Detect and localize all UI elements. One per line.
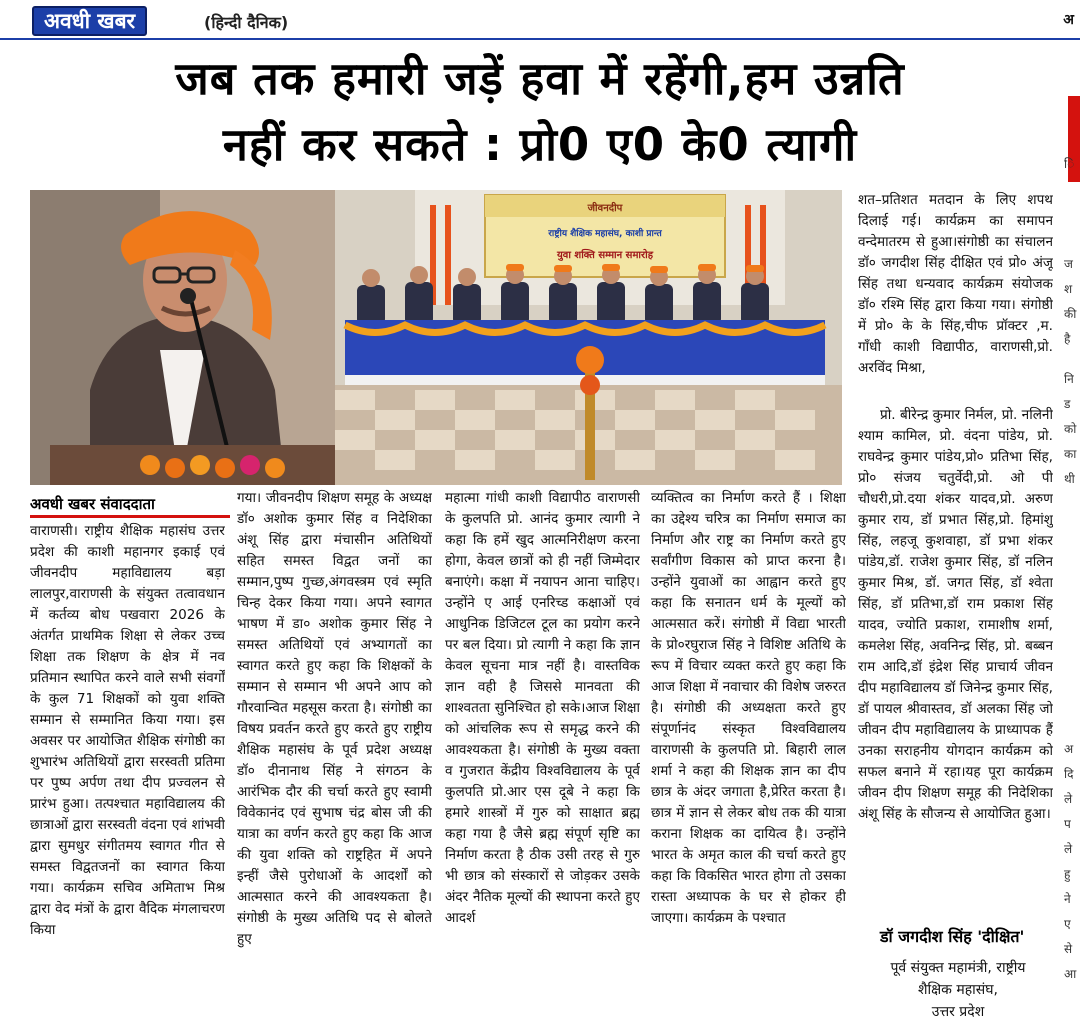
stage-banner-line-2: राष्ट्रीय शैक्षिक महासंघ, काशी प्रान्त	[548, 229, 662, 239]
newspaper-logo: अवधी खबर	[32, 6, 147, 36]
article-text: व्यक्तित्व का निर्माण करते हैं । शिक्षा का उद्देश्य चरित्र का निर्माण समाज का निर्माण और राष्ट्र का निर्माण करते हुए सर्वांगीण विकास को प्राप्त करना है। उन्होंने युवाओं का आह्वान करते हुए कहा कि सनातन धर्म के मूल्यों को आत्मसात करें। संगोष्ठी में विद्या भारती के प्रो०रघुराज सिंह ने विशिष्ट अतिथि के रूप में विचार व्यक्त करते हुए कहा कि आज शिक्षा में नवाचार की विशेष जरुरत है। संगोष्ठी की अध्यक्षता करते हुए संपूर्णानंद संस्कृत विश्वविद्यालय वाराणसी के कुलपति प्रो. बिहारी लाल शर्मा ने कहा की शिक्षक ज्ञान का दीप छात्र के अंदर जगाता है,प्रेरित करता है। छात्र में ज्ञान से लेकर बोध तक की यात्रा कराना शिक्षक का दायित्व है। उन्होंने भारत के अमृत काल की चर्चा करते हुए कहा कि विकसित भारत होगा तो उसका रास्ता अध्यापक के घर से होकर ही जाएगा। कार्यक्रम के पश्चात	[651, 490, 846, 926]
article-text: महात्मा गांधी काशी विद्यापीठ वाराणसी के कुलपति प्रो. आनंद कुमार त्यागी ने कहा कि हमें खुद आत्मनिरीक्षण करना होगा, केवल छात्रों को ही नहीं जिम्मेदार बनाएंगे। कक्षा में नयापन आना चाहिए। उन्होंने ए आई एनरिच्ड कक्षाओं एवं आधुनिक डिजिटल टूल का प्रयोग करने पर बल दिया। प्रो त्यागी ने कहा कि ज्ञान केवल सूचना मात्र नहीं है। वास्तविक ज्ञान वही है जिससे मानवता की शाश्वतता सुनिश्चित हो सके।आज शिक्षा को आंचलिक रूप से समृद्ध करने की आवश्यकता है। संगोष्ठी के मुख्य वक्ता व गुजरात केंद्रीय विश्वविद्यालय के पूर्व कुलपति प्रो.आर एस दूबे ने कहा कि हमारे शास्त्रों में गुरु को साक्षात ब्रह्म कहा गया है जैसे ब्रह्म संपूर्ण सृष्टि का निर्माण करता है ठीक उसी तरह से गुरु भी छात्र को संस्कारों से जोड़कर उसके अंदर नैतिक मूल्यों की स्थापना करते हुए आदर्श	[445, 490, 640, 926]
signature-line-2: शैक्षिक महासंघ,	[917, 982, 998, 998]
article-column-1	[30, 521, 225, 1021]
article-column-2	[237, 488, 432, 1023]
stage-photo	[335, 190, 842, 485]
signature-line-1: पूर्व संयुक्त महामंत्री, राष्ट्रीय	[890, 960, 1026, 976]
signature-name: डॉ जगदीश सिंह 'दीक्षित'	[880, 927, 1025, 946]
speaker-photo	[30, 190, 335, 485]
byline-rule	[30, 515, 230, 518]
stage-banner-line-1: जीवनदीप	[587, 203, 623, 214]
article-text: प्रो. बीरेन्द्र कुमार निर्मल, प्रो. नलिनी श्याम कामिल, प्रो. वंदना पांडेय, प्रो. राघवेन्द्र कुमार पांडेय,प्रो० प्रतिभा सिंह, प्रो० संजय चतुर्वेदी,प्रो. ओ पी चौधरी,प्रो.दया शंकर यादव,प्रो. अरुण कुमार राय, डॉ प्रभात सिंह,प्रो. हिमांशु सिंह, लहजू कुशवाहा, डॉ प्रभा शंकर पांडेय,डॉ. राजेश कुमार सिंह, डॉ नलिन कुमार मिश्र, डॉ. जगत सिंह, डॉ श्वेता सिंह, डॉ प्रतिभा,डॉ राम प्रकाश सिंह यादव, ज्योति प्रकाश, रामाशीष शर्मा, कमलेश सिंह, अवनिन्द्र सिंह, प्रो. बब्बन राम आदि,डॉ इंद्रेश सिंह प्राचार्य जीवन दीप महाविद्यालय डॉ जिनेन्द्र कुमार सिंह, डॉ पायल श्रीवास्तव, डॉ अलका सिंह जो जीवन दीप महाविद्यालय के प्राध्यापक हैं उनका सराहनीय योगदान कार्यक्रम को सफल बनाने में रहा।यह पूरा कार्यक्रम जीवन दीप शिक्षण समूह की निदेशिका अंशू सिंह के सौजन्य से आयोजित हुआ।	[858, 407, 1053, 822]
speaker-illustration	[30, 190, 335, 485]
masthead-bar	[0, 0, 1080, 40]
headline	[20, 46, 1060, 178]
headline-line-1: जब तक हमारी जड़ें हवा में रहेंगी,हम उन्नति	[175, 52, 905, 105]
article-text: शत–प्रतिशत मतदान के लिए शपथ दिलाई गई। कार्यक्रम का समापन वन्देमातरम से हुआ।संगोष्ठी का संचालन डॉ० जगदीश सिंह दीक्षित एवं प्रो० अंजू सिंह तथा धन्यवाद कार्यक्रम संयोजक डॉ० रश्मि सिंह द्वारा किया गया। संगोष्ठी में प्रो० के के सिंह,चीफ प्रॉक्टर ,म. गाँधी काशी विद्यापीठ, वाराणसी,प्रो. अरविंद मिश्रा,	[858, 192, 1053, 376]
article-column-4	[651, 488, 846, 1023]
signature-line-3: उत्तर प्रदेश	[931, 1004, 985, 1020]
adjacent-page-edge: ि ज श की है नि ड को का थी अ दि ले प ले हु ने ए से आ	[1062, 40, 1080, 1027]
article-text: वाराणसी। राष्ट्रीय शैक्षिक महासंघ उत्तर प्रदेश की काशी महानगर इकाई एवं जीवनदीप महाविद्यालय बड़ा लालपुर,वाराणसी के संयुक्त तत्वावधान में कर्तव्य बोध पखवारा 2026 के अंतर्गत प्राथमिक शिक्षा से लेकर उच्च शिक्षा तक शिक्षण के क्षेत्र में नव प्रतिमान स्थापित करने वाले सभी संवर्गों के कुल 71 शिक्षकों को युवा शक्ति सम्मान से सम्मानित किया गया। इस अवसर पर आयोजित शैक्षिक संगोष्ठी का शुभारंभ अतिथियों द्वारा सरस्वती प्रतिमा पर पुष्प अर्पण तथा दीप प्रज्वलन से प्रारंभ हुआ। तत्पश्चात महाविद्यालय की छात्राओं द्वारा सरस्वती वंदना एवं शांभवी द्वारा सुमधुर संगीतमय स्वागत गीत से समस्त विद्वतजनों का स्वागत किया गया। कार्यक्रम सचिव अमिताभ मिश्र द्वारा वेद मंत्रों के द्वारा वैदिक मंगलाचरण किया	[30, 523, 225, 938]
stage-banner-line-3: युवा शक्ति सम्मान समारोह	[556, 250, 654, 261]
headline-line-2: नहीं कर सकते : प्रो0 ए0 के0 त्यागी	[222, 118, 858, 171]
newspaper-subtitle: (हिन्दी दैनिक)	[204, 13, 289, 32]
article-column-5b	[858, 405, 1053, 923]
article-text: गया। जीवनदीप शिक्षण समूह के अध्यक्ष डॉ० अशोक कुमार सिंह व निदेशिका अंशू सिंह द्वारा मंचासीन अतिथियों सहित समस्त विद्वत जनों का सम्मान,पुष्प गुच्छ,अंगवस्त्रम एवं स्मृति चिन्ह देकर किया गया। अपने स्वागत भाषण में डा० अशोक कुमार सिंह ने समस्त अतिथियों एवं अभ्यागतों का स्वागत करते हुए कहा कि शिक्षकों के सम्मान से सम्मान भी अपने आप को गौरवान्वित महसूस करता है। संगोष्ठी का विषय प्रवर्तन करते हुए करते हुए राष्ट्रीय शैक्षिक महासंघ के पूर्व प्रदेश अध्यक्ष डॉ० दीनानाथ सिंह ने संगठन के आरंभिक दौर की चर्चा करते हुए स्वामी विवेकानंद एवं सुभाष चंद्र बोस जी की यात्रा का वर्णन करते हुए कहा कि आज की युवा शक्ति को राष्ट्रहित में अपने इन्हीं जैसे पुरोधाओं के आदर्शों को आत्मसात करने की आवश्यकता है। संगोष्ठी के मुख्य अतिथि पद से बोलते हुए	[237, 490, 432, 947]
cropped-edge-text: अ	[1063, 12, 1074, 28]
stage-illustration	[335, 190, 842, 485]
article-column-5a	[858, 190, 1053, 402]
article-column-3	[445, 488, 640, 1023]
byline: अवधी खबर संवाददाता	[30, 495, 155, 513]
masthead-rule	[0, 38, 1080, 40]
